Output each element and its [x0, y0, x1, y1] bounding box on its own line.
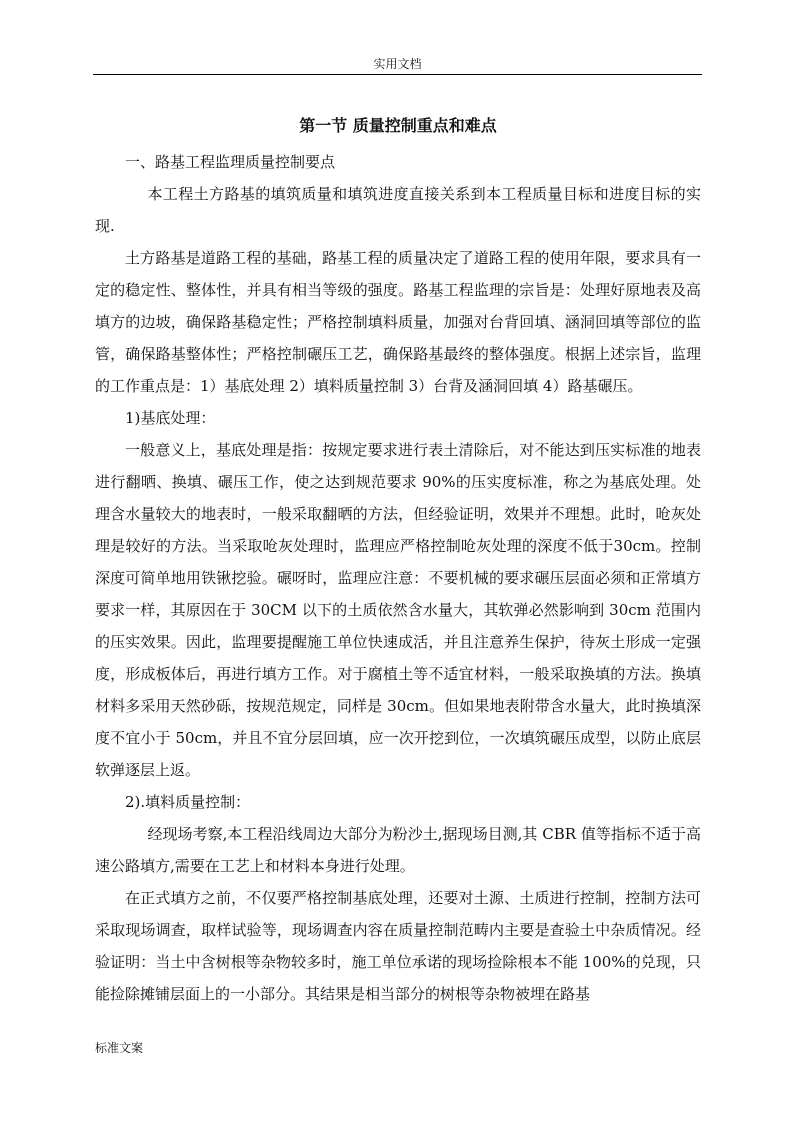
- subheading-fill-quality: 2).填料质量控制：: [125, 793, 251, 811]
- page-footer: 标准文案: [95, 1041, 144, 1055]
- document-body: [95, 110, 701, 1010]
- header-rule: [93, 74, 702, 75]
- section-heading-1: 一、路基工程监理质量控制要点: [125, 153, 336, 171]
- paragraph-3: 一般意义上，基底处理是指：按规定要求进行表土清除后，对不能达到压实标准的地表进行翻晒、换填、碾压工作，使之达到规范要求 90%的压实度标准，称之为基底处理。处理含水量较大的地表时，一般采取翻晒的方法，但经验证明，效果并不理想。此时，呛灰处理是较好的方法。当采取呛灰处理时，监理应严格控制呛灰处理的深度不低于30cm。控制深度可简单地用铁锹挖验。碾呀时，监理应注意：不要机械的要求碾压层面必须和正常填方要求一样，其原因在于 30CM 以下的土质依然含水量大，其软弹必然影响到 30cm 范围内的压实效果。因此，监理要提醒施工单位快速成活，并且注意养生保护，待灰土形成一定强度，形成板体后，再进行填方工作。对于腐植土等不适宜材料，一般采取换填的方法。换填材料多采用天然砂砾，按规范规定，同样是 30cm。但如果地表附带含水量大，此时换填深度不宜小于 50cm，并且不宜分层回填，应一次开挖到位，一次填筑碾压成型，以防止底层软弹逐层上返。: [95, 441, 701, 779]
- paragraph-2: 土方路基是道路工程的基础，路基工程的质量决定了道路工程的使用年限，要求具有一定的稳定性、整体性，并具有相当等级的强度。路基工程监理的宗旨是：处理好原地表及高填方的边坡，确保路基稳定性；严格控制填料质量，加强对台背回填、涵洞回填等部位的监管，确保路基整体性；严格控制碾压工艺，确保路基最终的整体强度。根据上述宗旨，监理的工作重点是：1）基底处理 2）填料质量控制 3）台背及涵洞回填 4）路基碾压。: [95, 249, 701, 395]
- paragraph-4: 经现场考察,本工程沿线周边大部分为粉沙土,据现场目测,其 CBR 值等指标不适于高速公路填方,需要在工艺上和材料本身进行处理。: [95, 825, 701, 875]
- page-header: 实用文档: [373, 57, 422, 71]
- section-title: 第一节 质量控制重点和难点: [299, 116, 497, 135]
- paragraph-5: 在正式填方之前，不仅要严格控制基底处理，还要对土源、土质进行控制，控制方法可采取现场调查，取样试验等，现场调查内容在质量控制范畴内主要是查验土中杂质情况。经验证明：当土中含树根等杂物较多时，施工单位承诺的现场捡除根本不能 100%的兑现，只能捡除摊铺层面上的一小部分。其结果是相当部分的树根等杂物被埋在路基: [95, 889, 701, 1003]
- paragraph-1: 本工程土方路基的填筑质量和填筑进度直接关系到本工程质量目标和进度目标的实现.: [95, 185, 701, 235]
- subheading-base-treatment: 1)基底处理：: [125, 409, 216, 427]
